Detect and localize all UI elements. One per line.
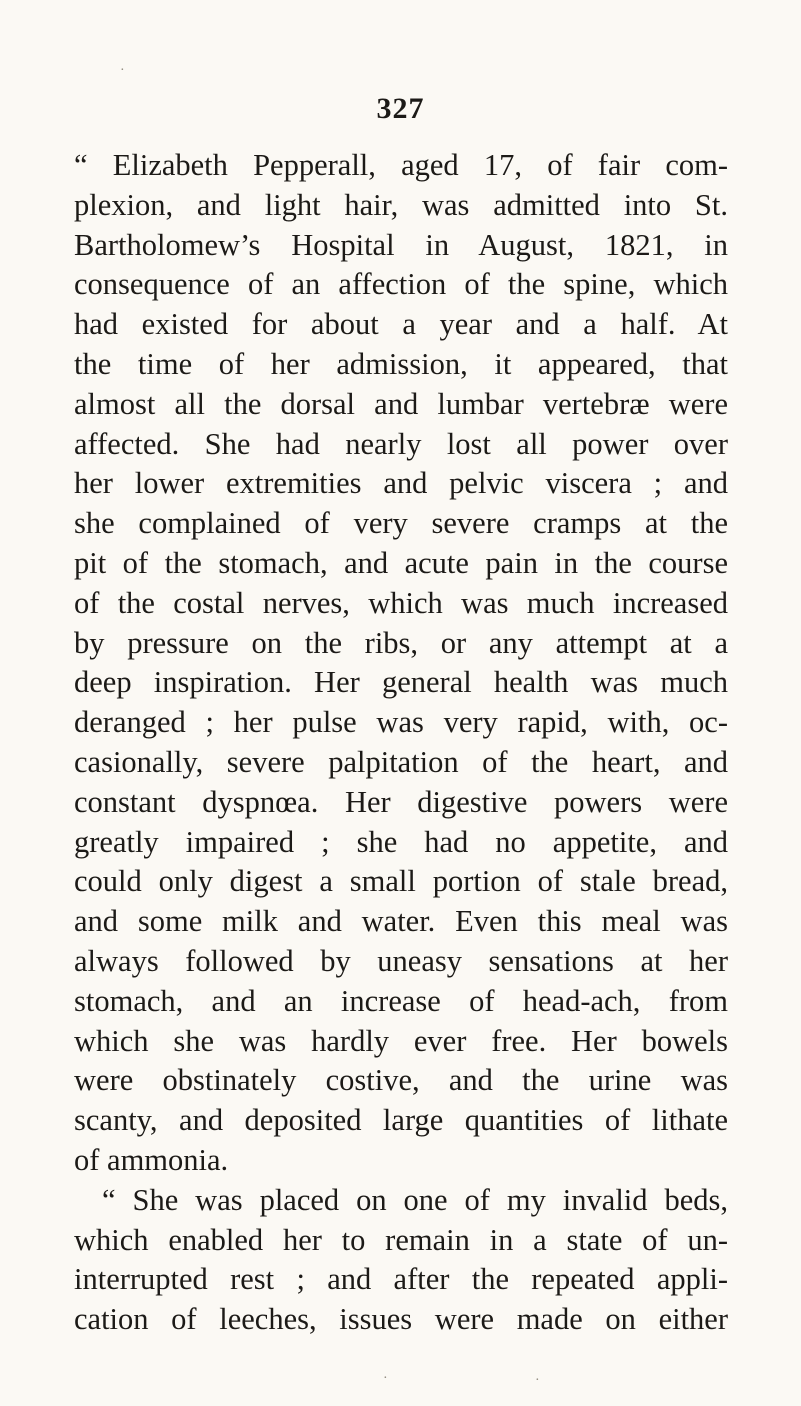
text-line: always followed by uneasy sensations at her <box>74 943 728 978</box>
paragraph-2 <box>74 1181 728 1340</box>
text-line: pit of the stomach, and acute pain in the course <box>74 545 728 580</box>
text-line: consequence of an affection of the spine, which <box>74 267 728 302</box>
text-line: “ Elizabeth Pepperall, aged 17, of fair com- <box>74 148 728 182</box>
paper-speck: · <box>383 1371 388 1386</box>
text-line: she complained of very severe cramps at the <box>74 506 728 541</box>
text-line: almost all the dorsal and lumbar vertebræ were <box>74 386 728 421</box>
text-line: cation of leeches, issues were made on either <box>74 1302 728 1337</box>
text-line: constant dyspnœa. Her digestive powers were <box>74 784 728 819</box>
body-text <box>74 146 728 1340</box>
text-line: “ She was placed on one of my invalid beds, <box>102 1182 728 1217</box>
text-line: deranged ; her pulse was very rapid, with, oc- <box>74 705 728 740</box>
text-line: Bartholomew’s Hospital in August, 1821, in <box>74 227 728 262</box>
text-line: plexion, and light hair, was admitted into St. <box>74 187 728 222</box>
text-line: and some milk and water. Even this meal was <box>74 904 728 939</box>
text-line: casionally, severe palpitation of the heart, and <box>74 744 728 779</box>
text-line: could only digest a small portion of stale bread, <box>74 864 728 899</box>
text-line: greatly impaired ; she had no appetite, and <box>74 824 728 859</box>
text-line: affected. She had nearly lost all power over <box>74 426 728 461</box>
text-line: which she was hardly ever free. Her bowels <box>74 1023 728 1058</box>
text-line: which enabled her to remain in a state of un- <box>74 1222 728 1257</box>
page-number: 327 <box>376 92 425 125</box>
text-line: interrupted rest ; and after the repeated appli- <box>74 1262 728 1297</box>
paper-speck: · <box>120 63 125 78</box>
text-line: the time of her admission, it appeared, that <box>74 346 728 381</box>
paper-speck: · <box>535 1373 540 1388</box>
text-line: of ammonia. <box>74 1142 229 1177</box>
text-line: stomach, and an increase of head-ach, from <box>74 983 728 1018</box>
text-line: of the costal nerves, which was much increased <box>74 585 728 620</box>
text-line: by pressure on the ribs, or any attempt at a <box>74 625 728 660</box>
text-line: deep inspiration. Her general health was much <box>74 665 728 700</box>
paragraph-1 <box>74 146 728 1181</box>
text-line: her lower extremities and pelvic viscera ; and <box>74 466 728 501</box>
text-line: were obstinately costive, and the urine was <box>74 1063 728 1098</box>
text-line: had existed for about a year and a half. At <box>74 307 728 342</box>
text-line: scanty, and deposited large quantities of lithate <box>74 1103 728 1138</box>
